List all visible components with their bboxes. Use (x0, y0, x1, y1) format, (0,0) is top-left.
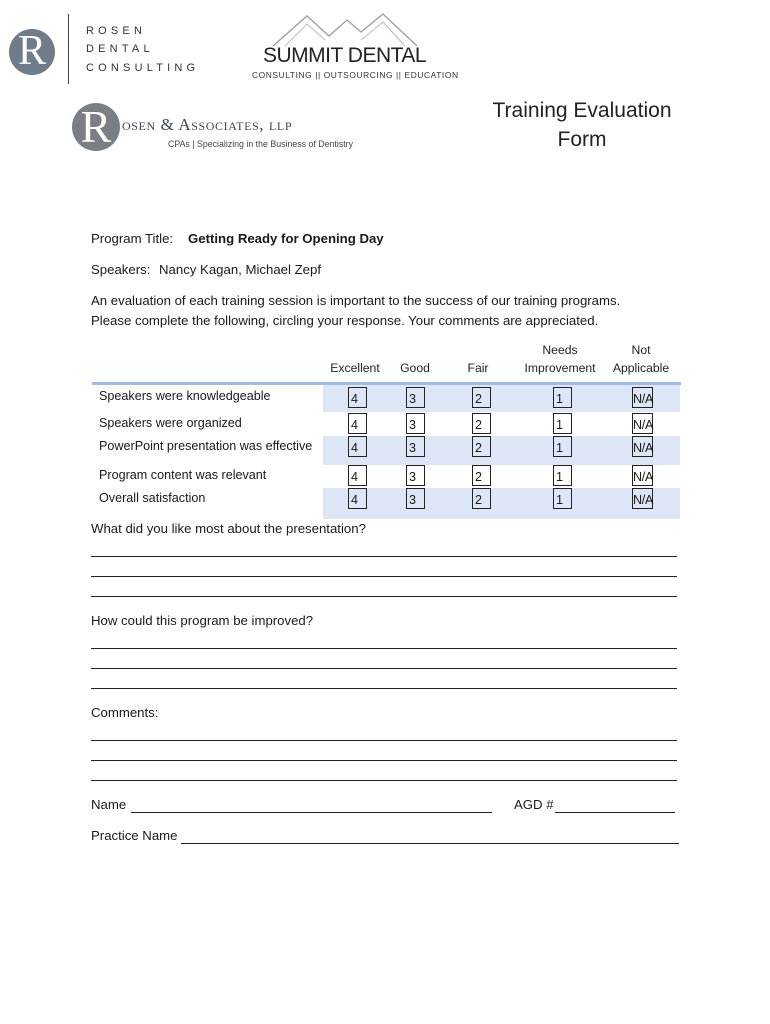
row-label: Overall satisfaction (99, 491, 206, 505)
logo-divider (68, 14, 69, 84)
row-label: Program content was relevant (99, 468, 267, 482)
rating-3[interactable]: 3 (406, 413, 425, 434)
rating-na[interactable]: N/A (632, 465, 653, 486)
answer-line[interactable] (91, 596, 677, 597)
answer-line[interactable] (91, 556, 677, 557)
col-na-line-1: Not (631, 343, 651, 357)
col-needs-line-1: Needs (542, 343, 578, 357)
question-liked: What did you like most about the presentation? (91, 521, 366, 536)
speakers-value: Nancy Kagan, Michael Zepf (159, 262, 321, 277)
program-title-value: Getting Ready for Opening Day (188, 231, 384, 246)
question-improve: How could this program be improved? (91, 613, 314, 628)
rating-1[interactable]: 1 (553, 436, 572, 457)
row-label: Speakers were organized (99, 416, 242, 430)
rating-4[interactable]: 4 (348, 387, 367, 408)
intro-line-1: An evaluation of each training session is important to the success of our training programs. (91, 293, 621, 308)
practice-name-field-line[interactable] (181, 843, 679, 844)
name-label: Name (91, 797, 127, 812)
page-title (482, 96, 682, 154)
rosen-dental-line-1: ROSEN (86, 25, 147, 37)
summit-mountains-icon (265, 10, 425, 48)
rosen-dental-line-3: CONSULTING (86, 62, 200, 74)
rating-1[interactable]: 1 (553, 465, 572, 486)
answer-line[interactable] (91, 648, 677, 649)
summit-dental-tagline: CONSULTING || OUTSOURCING || EDUCATION (252, 70, 459, 80)
table-row (0, 413, 770, 437)
agd-label: AGD # (514, 797, 554, 812)
rosen-associates-monogram: R (72, 103, 120, 151)
row-label: PowerPoint presentation was effective (99, 439, 313, 453)
rating-2[interactable]: 2 (472, 387, 491, 408)
rating-2[interactable]: 2 (472, 436, 491, 457)
rating-4[interactable]: 4 (348, 488, 367, 509)
rating-3[interactable]: 3 (406, 488, 425, 509)
answer-line[interactable] (91, 780, 677, 781)
rating-na[interactable]: N/A (632, 413, 653, 434)
row-label: Speakers were knowledgeable (99, 389, 271, 403)
intro-line-2: Please complete the following, circling your response. Your comments are appreciated. (91, 313, 599, 328)
col-needs-line-2: Improvement (524, 361, 596, 375)
rating-2[interactable]: 2 (472, 465, 491, 486)
table-row (0, 436, 770, 460)
rating-na[interactable]: N/A (632, 387, 653, 408)
answer-line[interactable] (91, 688, 677, 689)
rating-4[interactable]: 4 (348, 465, 367, 486)
col-good: Good (400, 361, 430, 375)
table-row (0, 387, 770, 411)
practice-name-label: Practice Name (91, 828, 178, 843)
rating-3[interactable]: 3 (406, 465, 425, 486)
table-row (0, 465, 770, 489)
answer-line[interactable] (91, 576, 677, 577)
rating-1[interactable]: 1 (553, 387, 572, 408)
title-line-1: Training Evaluation (492, 99, 672, 122)
title-line-2: Form (557, 128, 607, 151)
col-fair: Fair (467, 361, 489, 375)
rating-3[interactable]: 3 (406, 387, 425, 408)
speakers-label: Speakers: (91, 262, 151, 277)
rosen-associates-name: osen & Associates, llp (122, 115, 293, 134)
rating-1[interactable]: 1 (553, 488, 572, 509)
answer-line[interactable] (91, 668, 677, 669)
answer-line[interactable] (91, 760, 677, 761)
col-needs-improvement (518, 341, 602, 377)
table-row (0, 488, 770, 512)
col-excellent: Excellent (330, 361, 380, 375)
rating-1[interactable]: 1 (553, 413, 572, 434)
rosen-associates-subtitle: CPAs | Specializing in the Business of Dentistry (168, 139, 353, 149)
rating-na[interactable]: N/A (632, 436, 653, 457)
rating-4[interactable]: 4 (348, 436, 367, 457)
comments-label: Comments: (91, 705, 159, 720)
col-not-applicable (608, 341, 674, 377)
rating-na[interactable]: N/A (632, 488, 653, 509)
rosen-dental-line-2: DENTAL (86, 43, 154, 55)
summit-dental-name: SUMMIT DENTAL (263, 44, 427, 67)
col-na-line-2: Applicable (612, 361, 670, 375)
answer-line[interactable] (91, 740, 677, 741)
program-title-label: Program Title: (91, 231, 174, 246)
rating-2[interactable]: 2 (472, 413, 491, 434)
rating-4[interactable]: 4 (348, 413, 367, 434)
rosen-dental-monogram: R (9, 29, 55, 75)
rating-2[interactable]: 2 (472, 488, 491, 509)
agd-field-line[interactable] (555, 812, 675, 813)
name-field-line[interactable] (131, 812, 492, 813)
rating-3[interactable]: 3 (406, 436, 425, 457)
